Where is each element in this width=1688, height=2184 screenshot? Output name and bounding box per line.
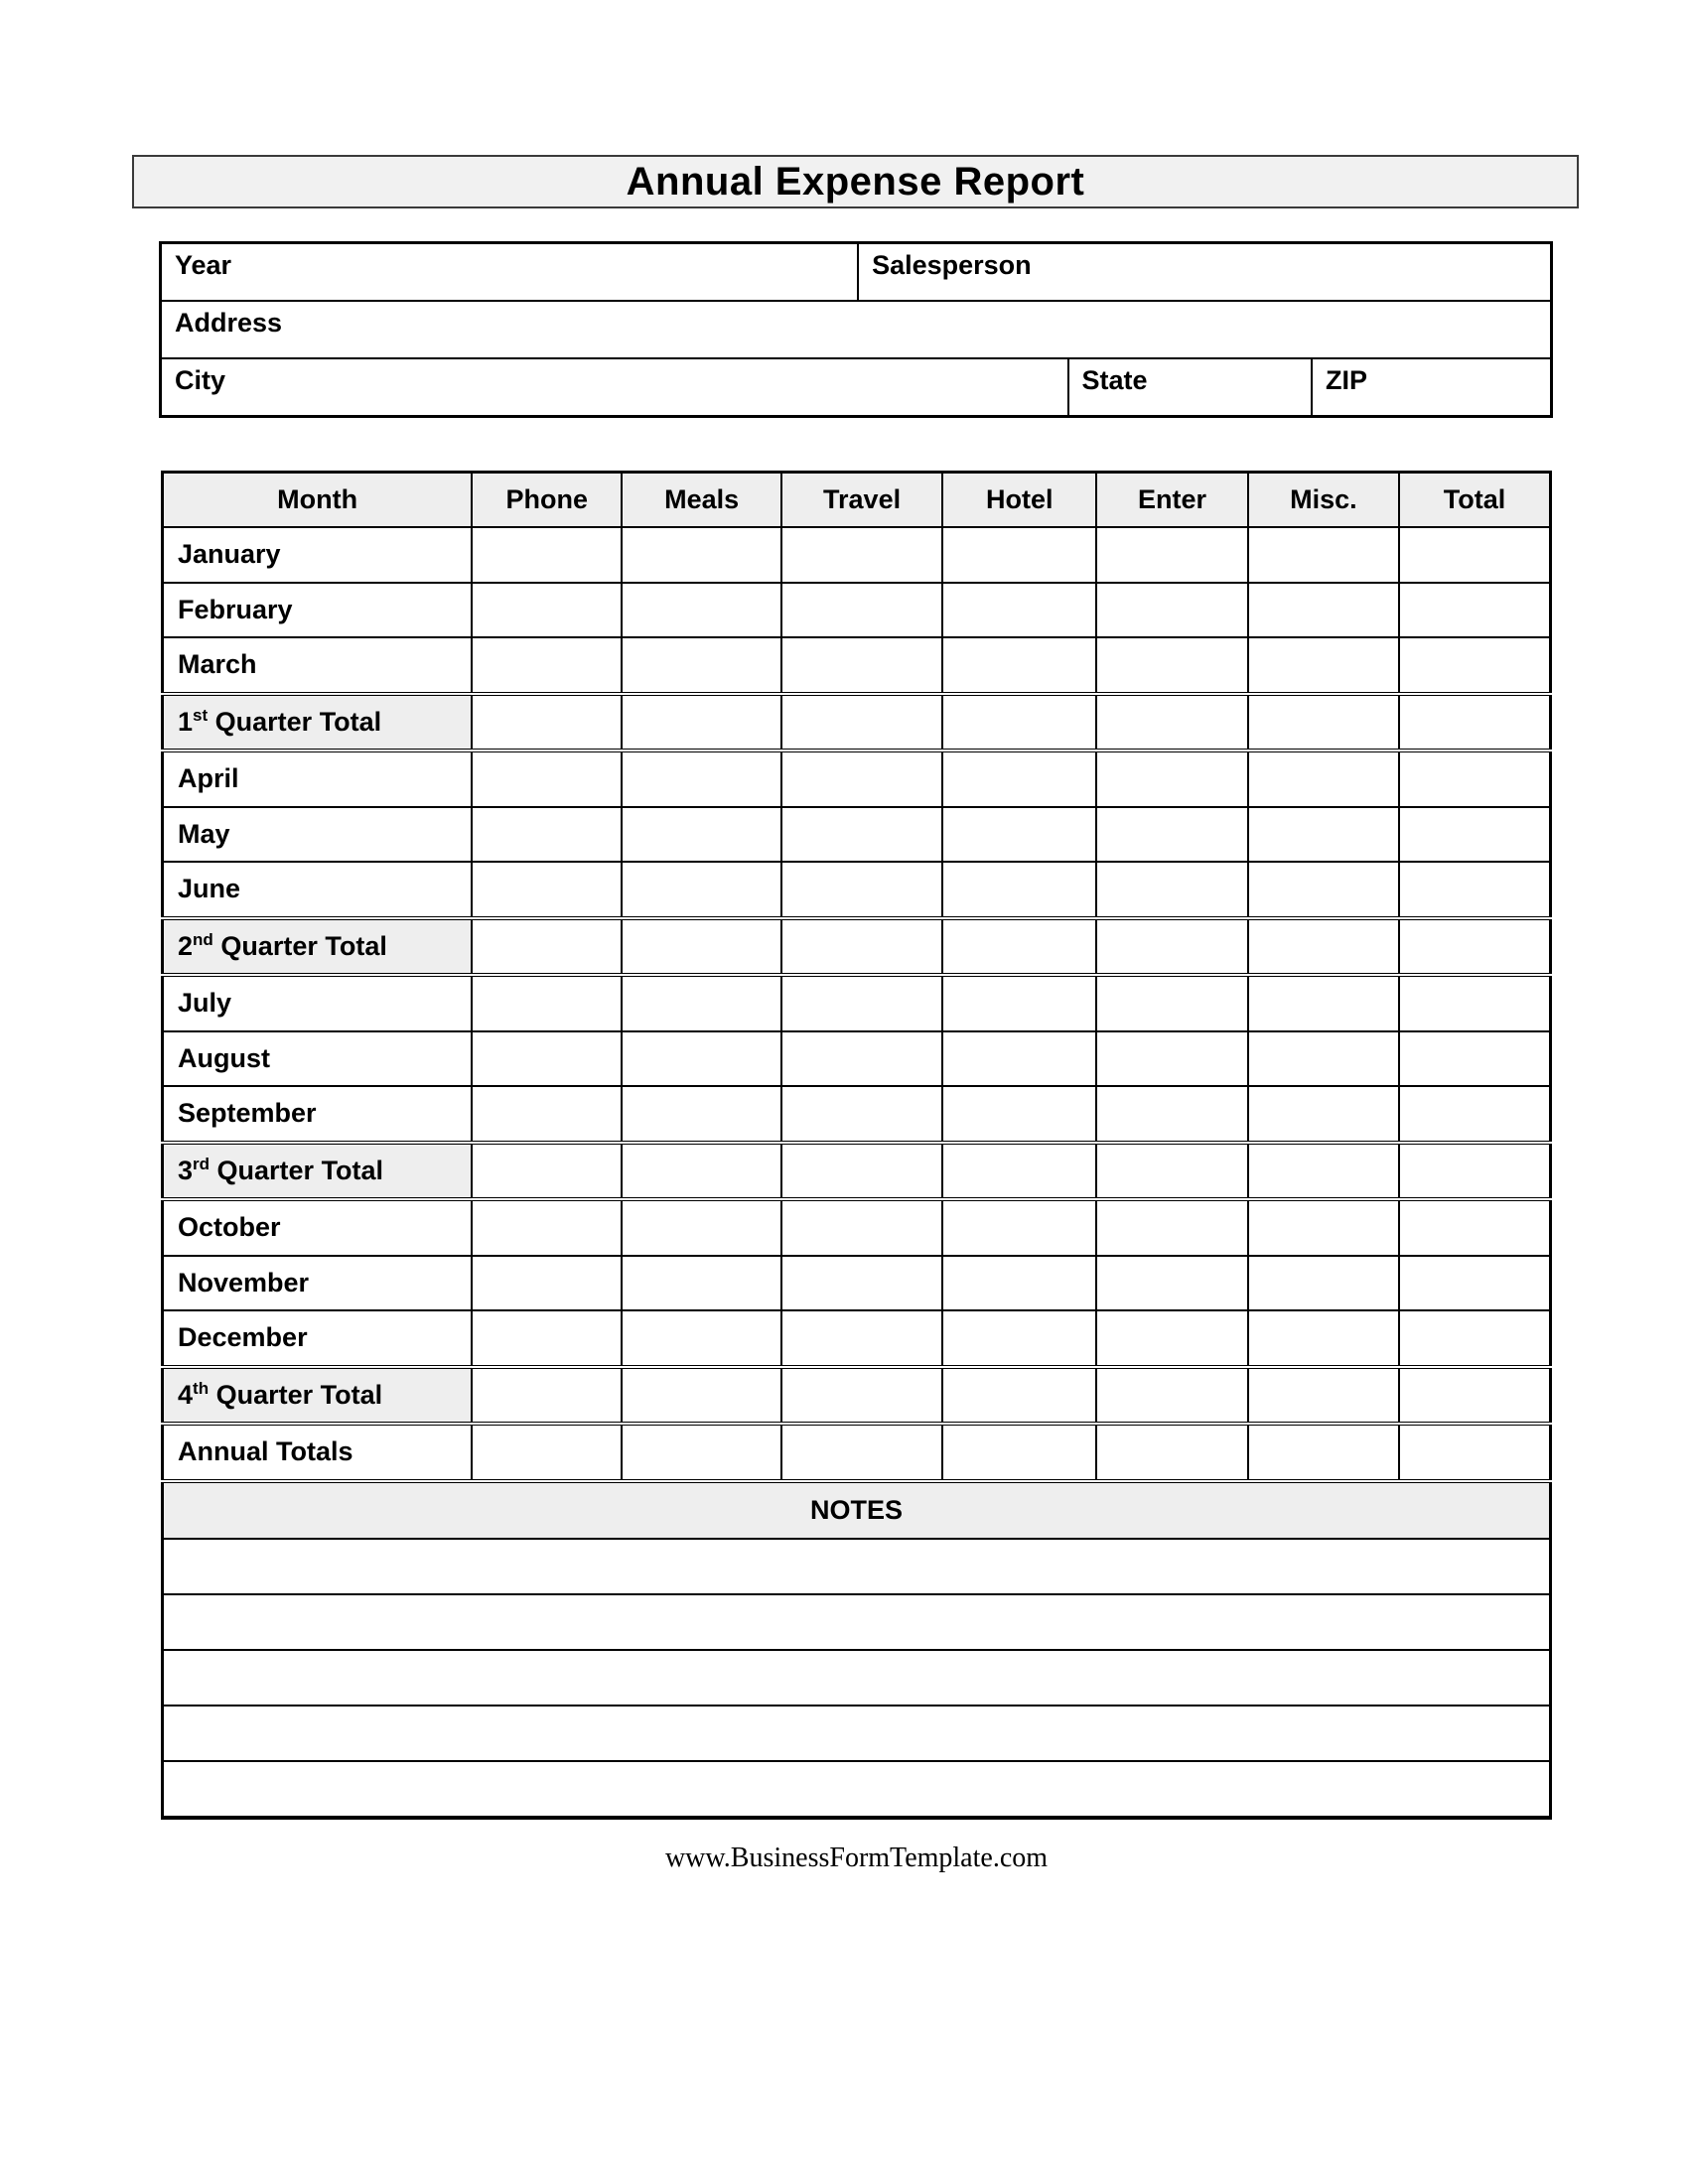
- expense-row-4th-quarter-total: [163, 1367, 1551, 1425]
- row-label-october: October: [163, 1199, 473, 1256]
- cell-4th-quarter-total-hotel[interactable]: [942, 1367, 1096, 1425]
- row-label-1st-quarter-total: 1st Quarter Total: [163, 694, 473, 751]
- note-row-2: [163, 1594, 1551, 1650]
- cell-2nd-quarter-total-travel[interactable]: [781, 918, 942, 976]
- info-row-year-salesperson: [161, 243, 1552, 302]
- cell-3rd-quarter-total-phone[interactable]: [472, 1143, 622, 1200]
- cell-august-total[interactable]: [1399, 1031, 1550, 1087]
- cell-august-misc[interactable]: [1248, 1031, 1399, 1087]
- row-label-april: April: [163, 751, 473, 807]
- cell-january-misc[interactable]: [1248, 527, 1399, 583]
- cell-october-meals[interactable]: [622, 1199, 781, 1256]
- cell-march-enter[interactable]: [1096, 637, 1247, 694]
- cell-december-total[interactable]: [1399, 1310, 1550, 1367]
- cell-november-meals[interactable]: [622, 1256, 781, 1311]
- cell-may-misc[interactable]: [1248, 807, 1399, 863]
- cell-december-misc[interactable]: [1248, 1310, 1399, 1367]
- cell-1st-quarter-total-total[interactable]: [1399, 694, 1550, 751]
- row-label-annual-totals: Annual Totals: [163, 1424, 473, 1481]
- expense-row-1st-quarter-total: [163, 694, 1551, 751]
- cell-2nd-quarter-total-meals[interactable]: [622, 918, 781, 976]
- cell-october-hotel[interactable]: [942, 1199, 1096, 1256]
- cell-february-meals[interactable]: [622, 583, 781, 638]
- cell-4th-quarter-total-total[interactable]: [1399, 1367, 1550, 1425]
- row-label-august: August: [163, 1031, 473, 1087]
- expense-row-annual-totals: [163, 1424, 1551, 1481]
- cell-april-meals[interactable]: [622, 751, 781, 807]
- cell-3rd-quarter-total-enter[interactable]: [1096, 1143, 1247, 1200]
- cell-april-enter[interactable]: [1096, 751, 1247, 807]
- expense-row-february: [163, 583, 1551, 638]
- cell-annual-totals-enter[interactable]: [1096, 1424, 1247, 1481]
- cell-4th-quarter-total-phone[interactable]: [472, 1367, 622, 1425]
- cell-january-hotel[interactable]: [942, 527, 1096, 583]
- cell-3rd-quarter-total-travel[interactable]: [781, 1143, 942, 1200]
- expense-row-may: [163, 807, 1551, 863]
- expense-row-january: [163, 527, 1551, 583]
- salesperson-label: Salesperson: [872, 250, 1032, 280]
- salesperson-field-cell[interactable]: [858, 243, 1551, 302]
- city-label: City: [175, 365, 226, 395]
- cell-march-meals[interactable]: [622, 637, 781, 694]
- footer-url: www.BusinessFormTemplate.com: [664, 1843, 1049, 1873]
- expense-row-march: [163, 637, 1551, 694]
- cell-june-hotel[interactable]: [942, 862, 1096, 918]
- cell-3rd-quarter-total-total[interactable]: [1399, 1143, 1550, 1200]
- cell-december-phone[interactable]: [472, 1310, 622, 1367]
- row-label-september: September: [163, 1086, 473, 1143]
- cell-4th-quarter-total-meals[interactable]: [622, 1367, 781, 1425]
- year-field-cell[interactable]: [161, 243, 859, 302]
- info-table: [159, 241, 1553, 418]
- cell-may-meals[interactable]: [622, 807, 781, 863]
- cell-march-hotel[interactable]: [942, 637, 1096, 694]
- row-label-november: November: [163, 1256, 473, 1311]
- expense-row-december: [163, 1310, 1551, 1367]
- expense-row-3rd-quarter-total: [163, 1143, 1551, 1200]
- address-label: Address: [175, 308, 283, 338]
- cell-june-meals[interactable]: [622, 862, 781, 918]
- cell-march-misc[interactable]: [1248, 637, 1399, 694]
- cell-1st-quarter-total-misc[interactable]: [1248, 694, 1399, 751]
- cell-annual-totals-hotel[interactable]: [942, 1424, 1096, 1481]
- cell-february-hotel[interactable]: [942, 583, 1096, 638]
- expense-row-september: [163, 1086, 1551, 1143]
- cell-october-enter[interactable]: [1096, 1199, 1247, 1256]
- cell-1st-quarter-total-meals[interactable]: [622, 694, 781, 751]
- col-header-hotel: Hotel: [942, 473, 1096, 528]
- cell-september-meals[interactable]: [622, 1086, 781, 1143]
- cell-january-phone[interactable]: [472, 527, 622, 583]
- cell-august-phone[interactable]: [472, 1031, 622, 1087]
- cell-november-travel[interactable]: [781, 1256, 942, 1311]
- cell-1st-quarter-total-phone[interactable]: [472, 694, 622, 751]
- cell-4th-quarter-total-travel[interactable]: [781, 1367, 942, 1425]
- row-label-july: July: [163, 975, 473, 1031]
- state-label: State: [1081, 365, 1148, 395]
- cell-march-total[interactable]: [1399, 637, 1550, 694]
- cell-april-total[interactable]: [1399, 751, 1550, 807]
- cell-may-enter[interactable]: [1096, 807, 1247, 863]
- row-label-3rd-quarter-total: 3rd Quarter Total: [163, 1143, 473, 1200]
- info-row-address: [161, 301, 1552, 358]
- cell-february-phone[interactable]: [472, 583, 622, 638]
- cell-april-misc[interactable]: [1248, 751, 1399, 807]
- col-header-phone: Phone: [472, 473, 622, 528]
- cell-february-enter[interactable]: [1096, 583, 1247, 638]
- cell-2nd-quarter-total-enter[interactable]: [1096, 918, 1247, 976]
- cell-january-meals[interactable]: [622, 527, 781, 583]
- cell-2nd-quarter-total-phone[interactable]: [472, 918, 622, 976]
- form-title-bar: [132, 155, 1579, 208]
- row-label-february: February: [163, 583, 473, 638]
- expense-row-2nd-quarter-total: [163, 918, 1551, 976]
- note-row-3: [163, 1650, 1551, 1706]
- notes-header-row: [163, 1481, 1551, 1539]
- note-row-4: [163, 1706, 1551, 1761]
- expense-table: [161, 471, 1552, 1820]
- col-header-misc: Misc.: [1248, 473, 1399, 528]
- cell-october-misc[interactable]: [1248, 1199, 1399, 1256]
- note-row-5: [163, 1761, 1551, 1818]
- expense-row-october: [163, 1199, 1551, 1256]
- cell-1st-quarter-total-hotel[interactable]: [942, 694, 1096, 751]
- cell-3rd-quarter-total-misc[interactable]: [1248, 1143, 1399, 1200]
- cell-august-meals[interactable]: [622, 1031, 781, 1087]
- cell-2nd-quarter-total-hotel[interactable]: [942, 918, 1096, 976]
- cell-september-phone[interactable]: [472, 1086, 622, 1143]
- cell-november-total[interactable]: [1399, 1256, 1550, 1311]
- cell-2nd-quarter-total-total[interactable]: [1399, 918, 1550, 976]
- expense-header-row: [163, 473, 1551, 528]
- info-row-city-state-zip: [161, 358, 1552, 417]
- state-field-cell[interactable]: [1068, 358, 1312, 417]
- cell-3rd-quarter-total-meals[interactable]: [622, 1143, 781, 1200]
- cell-august-enter[interactable]: [1096, 1031, 1247, 1087]
- cell-september-misc[interactable]: [1248, 1086, 1399, 1143]
- ordinal-suffix: nd: [193, 929, 213, 949]
- expense-row-april: [163, 751, 1551, 807]
- note-row-1: [163, 1539, 1551, 1594]
- cell-december-meals[interactable]: [622, 1310, 781, 1367]
- cell-1st-quarter-total-travel[interactable]: [781, 694, 942, 751]
- expense-row-august: [163, 1031, 1551, 1087]
- year-label: Year: [175, 250, 232, 280]
- cell-december-travel[interactable]: [781, 1310, 942, 1367]
- row-label-june: June: [163, 862, 473, 918]
- cell-november-hotel[interactable]: [942, 1256, 1096, 1311]
- note-line-3[interactable]: [163, 1650, 1551, 1706]
- cell-july-total[interactable]: [1399, 975, 1550, 1031]
- cell-january-enter[interactable]: [1096, 527, 1247, 583]
- cell-may-travel[interactable]: [781, 807, 942, 863]
- cell-annual-totals-misc[interactable]: [1248, 1424, 1399, 1481]
- cell-march-phone[interactable]: [472, 637, 622, 694]
- cell-october-phone[interactable]: [472, 1199, 622, 1256]
- cell-may-hotel[interactable]: [942, 807, 1096, 863]
- page-title: Annual Expense Report: [626, 159, 1085, 204]
- zip-field-cell[interactable]: [1312, 358, 1552, 417]
- expense-row-july: [163, 975, 1551, 1031]
- cell-february-total[interactable]: [1399, 583, 1550, 638]
- cell-4th-quarter-total-misc[interactable]: [1248, 1367, 1399, 1425]
- row-label-january: January: [163, 527, 473, 583]
- cell-april-travel[interactable]: [781, 751, 942, 807]
- cell-july-phone[interactable]: [472, 975, 622, 1031]
- cell-annual-totals-meals[interactable]: [622, 1424, 781, 1481]
- city-field-cell[interactable]: [161, 358, 1068, 417]
- cell-october-travel[interactable]: [781, 1199, 942, 1256]
- cell-july-misc[interactable]: [1248, 975, 1399, 1031]
- col-header-enter: Enter: [1096, 473, 1247, 528]
- cell-june-misc[interactable]: [1248, 862, 1399, 918]
- cell-november-phone[interactable]: [472, 1256, 622, 1311]
- cell-december-hotel[interactable]: [942, 1310, 1096, 1367]
- cell-july-travel[interactable]: [781, 975, 942, 1031]
- cell-june-phone[interactable]: [472, 862, 622, 918]
- cell-september-enter[interactable]: [1096, 1086, 1247, 1143]
- row-label-4th-quarter-total: 4th Quarter Total: [163, 1367, 473, 1425]
- cell-september-travel[interactable]: [781, 1086, 942, 1143]
- col-header-total: Total: [1399, 473, 1550, 528]
- cell-february-misc[interactable]: [1248, 583, 1399, 638]
- cell-july-enter[interactable]: [1096, 975, 1247, 1031]
- cell-november-misc[interactable]: [1248, 1256, 1399, 1311]
- col-header-travel: Travel: [781, 473, 942, 528]
- cell-may-phone[interactable]: [472, 807, 622, 863]
- note-line-1[interactable]: [163, 1539, 1551, 1594]
- cell-january-travel[interactable]: [781, 527, 942, 583]
- row-label-may: May: [163, 807, 473, 863]
- cell-june-travel[interactable]: [781, 862, 942, 918]
- cell-annual-totals-total[interactable]: [1399, 1424, 1550, 1481]
- cell-april-phone[interactable]: [472, 751, 622, 807]
- cell-september-hotel[interactable]: [942, 1086, 1096, 1143]
- note-line-2[interactable]: [163, 1594, 1551, 1650]
- cell-3rd-quarter-total-hotel[interactable]: [942, 1143, 1096, 1200]
- notes-header: NOTES: [163, 1481, 1551, 1539]
- cell-1st-quarter-total-enter[interactable]: [1096, 694, 1247, 751]
- cell-april-hotel[interactable]: [942, 751, 1096, 807]
- cell-march-travel[interactable]: [781, 637, 942, 694]
- cell-february-travel[interactable]: [781, 583, 942, 638]
- cell-may-total[interactable]: [1399, 807, 1550, 863]
- note-line-5[interactable]: [163, 1761, 1551, 1818]
- address-field-cell[interactable]: [161, 301, 1552, 358]
- cell-august-travel[interactable]: [781, 1031, 942, 1087]
- col-header-month: Month: [163, 473, 473, 528]
- cell-september-total[interactable]: [1399, 1086, 1550, 1143]
- ordinal-suffix: th: [193, 1378, 210, 1398]
- cell-october-total[interactable]: [1399, 1199, 1550, 1256]
- expense-row-june: [163, 862, 1551, 918]
- cell-august-hotel[interactable]: [942, 1031, 1096, 1087]
- row-label-2nd-quarter-total: 2nd Quarter Total: [163, 918, 473, 976]
- cell-2nd-quarter-total-misc[interactable]: [1248, 918, 1399, 976]
- cell-annual-totals-phone[interactable]: [472, 1424, 622, 1481]
- col-header-meals: Meals: [622, 473, 781, 528]
- row-label-march: March: [163, 637, 473, 694]
- cell-december-enter[interactable]: [1096, 1310, 1247, 1367]
- cell-june-total[interactable]: [1399, 862, 1550, 918]
- cell-july-meals[interactable]: [622, 975, 781, 1031]
- note-line-4[interactable]: [163, 1706, 1551, 1761]
- cell-annual-totals-travel[interactable]: [781, 1424, 942, 1481]
- row-label-december: December: [163, 1310, 473, 1367]
- cell-july-hotel[interactable]: [942, 975, 1096, 1031]
- cell-november-enter[interactable]: [1096, 1256, 1247, 1311]
- cell-january-total[interactable]: [1399, 527, 1550, 583]
- cell-june-enter[interactable]: [1096, 862, 1247, 918]
- ordinal-suffix: rd: [193, 1154, 211, 1173]
- zip-label: ZIP: [1325, 365, 1367, 395]
- cell-4th-quarter-total-enter[interactable]: [1096, 1367, 1247, 1425]
- expense-row-november: [163, 1256, 1551, 1311]
- ordinal-suffix: st: [193, 705, 209, 725]
